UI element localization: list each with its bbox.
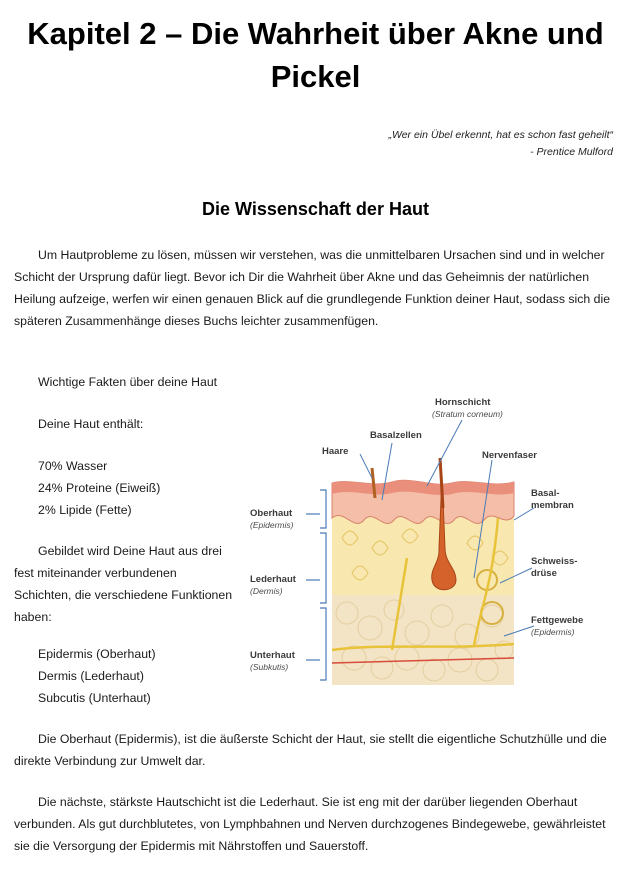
chapter-title: Kapitel 2 – Die Wahrheit über Akne und Pickel [27,16,604,94]
facts-heading: Wichtige Fakten über deine Haut [38,375,218,389]
label-lederhaut: Lederhaut [250,574,296,585]
dermis-layer [332,513,514,595]
label-basalmembran-2: membran [531,500,574,511]
list-item: 70% Wasser [38,459,108,473]
label-basalzellen: Basalzellen [370,430,422,441]
list-item: 2% Lipide (Fette) [38,503,132,517]
paragraph-epidermis: Die Oberhaut (Epidermis), ist die äußerste Schicht der Haut, sie stellt die eigentliche Schutzhülle und die direkte Verbindung zur Umwelt dar. [14,732,607,768]
list-item: Subcutis (Unterhaut) [38,691,151,705]
label-nervenfaser: Nervenfaser [482,450,537,461]
label-fettgewebe: Fettgewebe [531,615,584,626]
list-item: Dermis (Lederhaut) [38,669,144,683]
section-heading: Die Wissenschaft der Haut [202,199,429,219]
label-haare: Haare [322,446,349,457]
label-unterhaut-latin: (Subkutis) [250,662,289,672]
list-item: 24% Proteine (Eiweiß) [38,481,161,495]
contains-label: Deine Haut enthält: [38,417,144,431]
label-oberhaut: Oberhaut [250,508,293,519]
epigraph [388,127,613,161]
label-unterhaut: Unterhaut [250,650,295,661]
epigraph-author: - Prentice Mulford [530,146,613,158]
composition-list [38,455,160,521]
intro-paragraph: Um Hautprobleme zu lösen, müssen wir verstehen, was die unmittelbaren Ursachen sind und in welcher Schicht der Ursprung dafür liegt. Bevor ich Dir die Wahrheit über Akne und das Geheimnis der natürlichen Heilung aufzeige, werfen wir einen genauen Blick auf die grundlegende Funktion deiner Haut, sodass sich die späteren Zusammenhänge dieses Buchs leichter zusammenfügen. [14,248,611,328]
label-fettgewebe-latin: (Epidermis) [531,627,575,637]
label-oberhaut-latin: (Epidermis) [250,520,294,530]
label-schweissdruese-1: Schweiss- [531,556,578,567]
skin-diagram [242,388,592,688]
label-lederhaut-latin: (Dermis) [250,586,283,596]
layers-list [38,643,156,709]
label-schweissdruese-2: drüse [531,568,557,579]
label-hornschicht: Hornschicht [435,397,491,408]
layers-intro: Gebildet wird Deine Haut aus drei fest miteinander verbundenen Schichten, die verschiedene Funktionen haben: [14,544,233,624]
layer-brackets [306,490,326,680]
paragraph-dermis: Die nächste, stärkste Hautschicht ist die Lederhaut. Sie ist eng mit der darüber liegenden Oberhaut verbunden. Als gut durchblutetes, von Lymphbahnen und Nerven durchzogenes Bindegewebe, gewährleistet sie die Versorgung der Epidermis mit Nährstoffen und Sauerstoff. [14,795,606,853]
list-item: Epidermis (Oberhaut) [38,647,156,661]
label-hornschicht-latin: (Stratum corneum) [432,409,503,419]
epigraph-text: „Wer ein Übel erkennt, hat es schon fast geheilt“ [388,129,613,141]
label-basalmembran-1: Basal- [531,488,560,499]
